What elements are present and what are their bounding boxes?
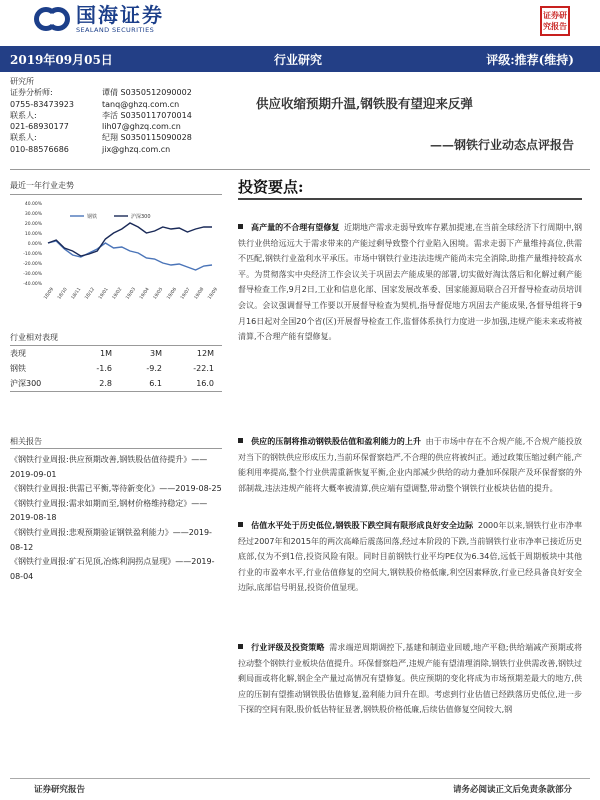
- related-report-link[interactable]: 《钢铁行业周报:供需已平衡,等待新变化》——2019-08-25: [10, 484, 222, 494]
- analyst-info: [10, 76, 234, 155]
- section-heading: 投资要点:: [238, 178, 304, 196]
- y-tick-label: 10.00%: [24, 232, 42, 237]
- x-tick-label: 19/07: [180, 287, 192, 301]
- y-tick-label: 20.00%: [24, 222, 42, 227]
- related-reports-list: [10, 448, 222, 584]
- bullet-icon: [238, 224, 243, 229]
- trend-chart-svg: [10, 197, 222, 305]
- x-tick-label: 19/05: [152, 287, 165, 301]
- y-tick-label: -20.00%: [23, 262, 42, 267]
- analyst-row: 021-68930177 lih07@ghzq.com.cn: [10, 122, 181, 132]
- key-point-paragraph: 供应的压制将推动钢铁股估值和盈利能力的上升 由于市场中存在不合规产能,不合规产能投放对当下的钢铁供应形成压力,当前环保督察趋严,不合理的供应将被纠正。通过政策压缩过剩产能,产能利用率提高,整个行业供需重新恢复平衡,企业内部减少供给的动力叠加环保限产及环保督察的外部制裁,违法违规产能将大概率被清算,供应端有望调整,带动整个钢铁行业板块估值的提升。: [238, 437, 582, 493]
- footer-rule: [10, 778, 590, 779]
- logo-chinese-name: 国海证券: [76, 3, 164, 27]
- performance-table: [10, 345, 222, 392]
- series-line-steel: [48, 241, 212, 270]
- divider: [10, 169, 590, 170]
- report-type: 行业研究: [274, 53, 323, 67]
- industry-trend-chart: [10, 194, 222, 304]
- bullet-icon: [238, 438, 243, 443]
- y-tick-label: 40.00%: [24, 202, 42, 207]
- heading-rule: [238, 198, 582, 200]
- x-tick-label: 19/06: [166, 287, 178, 301]
- performance-title: 行业相对表现: [10, 333, 58, 342]
- report-seal-stamp: 证券研究报告: [540, 6, 570, 36]
- y-tick-label: 30.00%: [24, 212, 42, 217]
- key-point-paragraph: 估值水平处于历史低位,钢铁股下跌空间有限形成良好安全边际 2000年以来,钢铁行业市净率经过2007年和2015年的两次高峰后震荡回落,经过本阶段的下跌,当前钢铁行业市净率已接近历史底部,仅为不到1倍,投资风险有限。同时目前钢铁行业平均PE仅为6.34倍,远低于周期板块中其他行业的市盈率水平,行业估值修复的空间大,钢铁股价格低廉,利空因素释放,行业已经具备良好安全边际,底部信号明显,投资价值显现。: [238, 521, 582, 593]
- x-tick-label: 19/04: [139, 287, 151, 301]
- related-reports-title: 相关报告: [10, 437, 42, 446]
- key-point-paragraph: 高产量的不合理有望修复 近期地产需求走弱导致库存累加提速,在当前全球经济下行周期中,钢铁行业供给远远大于需求带来的产能过剩导致整个行业陷入困境。需求走弱下产量维持高位,供需不匹配,钢铁行业盈利水平承压。市场中钢铁行业违法违规产能尚未完全消除,助推产量维持较高水平。为贯彻落实中央经济工作会议关于巩固去产能成果的部署,切实做好淘汰落后和化解过剩产能督导检查工作,9月2日,工业和信息化部、国家发展改革委、国家能源局联合召开督导检查动员培训会议。会议强调督导工作要以开展督导检查为契机,指导督促地方巩固去产能成果,各督导组将于9月16日起对全国20个省(区)开展督导检查工作,监督体系执行力度进一步加强,违规产能未来或将被清算,不合理产能有望修复。: [238, 223, 582, 342]
- report-banner: [0, 46, 600, 72]
- x-tick-label: 18/12: [84, 287, 96, 301]
- analyst-section-label: 研究所: [10, 77, 34, 86]
- x-tick-label: 18/11: [70, 287, 83, 301]
- logo-mark-icon: [34, 4, 72, 34]
- main-content: [238, 176, 583, 715]
- related-report-link[interactable]: 《钢铁行业周报:矿石见顶,冶炼利润拐点显现》——2019-08-04: [10, 557, 215, 581]
- x-tick-label: 19/02: [111, 287, 124, 301]
- report-subtitle: ——钢铁行业动态点评报告: [429, 138, 574, 152]
- email-link[interactable]: lih07@ghzq.com.cn: [102, 122, 181, 132]
- analyst-row: 联系人: 李活 S0350117070014: [10, 110, 192, 120]
- legend-label: 沪深300: [131, 214, 151, 220]
- x-tick-label: 19/08: [193, 287, 206, 301]
- email-link[interactable]: jix@ghzq.com.cn: [102, 144, 171, 154]
- company-logo: [34, 4, 164, 34]
- related-report-link[interactable]: 《钢铁行业周报:供应预期改善,钢铁股估值待提升》——2019-09-01: [10, 455, 208, 479]
- y-tick-label: 0.00%: [27, 242, 42, 247]
- x-tick-label: 19/09: [207, 287, 219, 301]
- x-tick-label: 18/09: [43, 287, 55, 301]
- analyst-row: 联系人: 纪翔 S0350115090028: [10, 133, 192, 143]
- y-tick-label: -40.00%: [23, 282, 42, 287]
- key-point-paragraph: 行业评级及投资策略 需求端逆周期调控下,基建和制造业回暖,地产平稳;供给端减产预期或将拉动整个钢铁行业板块估值提升。环保督察趋严,违规产能有望清理消除,钢铁行业供需改善,钢铁过剩局面或将化解,钢企全产量过高情况有望修复。供应预期的变化将成为市场预期差最大的地方,供应的压制有望推动钢铁股估值修复,盈利能力回升在即。考虑到行业估值已经跌落历史低位,进一步下探的空间有限,股价低估特征显著,钢铁股价格低廉,后续估值修复空间较大,钢: [238, 643, 583, 715]
- analyst-row: 证券分析师: 谭倩 S0350512090002: [10, 88, 192, 98]
- table-row: 沪深300 2.8 6.1 16.0: [10, 379, 214, 388]
- logo-english-name: SEALAND SECURITIES: [76, 26, 155, 34]
- report-title: 供应收缩预期升温,钢铁股有望迎来反弹: [256, 96, 473, 111]
- footer-left-text: 证券研究报告: [34, 785, 86, 795]
- bullet-icon: [238, 644, 243, 649]
- report-date: 2019年09月05日: [10, 53, 113, 67]
- table-header-row: 表现 1M 3M 12M: [10, 349, 214, 358]
- y-tick-label: -10.00%: [23, 252, 42, 257]
- x-tick-label: 18/10: [57, 287, 69, 301]
- report-rating: 评级:推荐(维持): [486, 53, 574, 67]
- related-report-link[interactable]: 《钢铁行业周报:需求如期而至,钢材价格维持稳定》——2019-08-18: [10, 498, 208, 523]
- legend-label: 钢铁: [87, 214, 98, 220]
- related-report-link[interactable]: 《钢铁行业周报:悲观预期验证钢铁盈利能力》——2019-08-12: [10, 527, 212, 552]
- footer-right-text: 请务必阅读正文后免责条款部分: [452, 785, 572, 795]
- bullet-icon: [238, 522, 243, 527]
- x-tick-label: 19/01: [98, 287, 110, 301]
- y-tick-label: -30.00%: [23, 272, 42, 277]
- x-tick-label: 19/03: [125, 287, 137, 301]
- analyst-row: 010-88576686 jix@ghzq.com.cn: [10, 144, 171, 154]
- analyst-row: 0755-83473923 tanq@ghzq.com.cn: [10, 99, 180, 109]
- email-link[interactable]: tanq@ghzq.com.cn: [102, 99, 180, 109]
- table-row: 钢铁 -1.6 -9.2 -22.1: [10, 364, 214, 373]
- chart-title: 最近一年行业走势: [10, 181, 74, 190]
